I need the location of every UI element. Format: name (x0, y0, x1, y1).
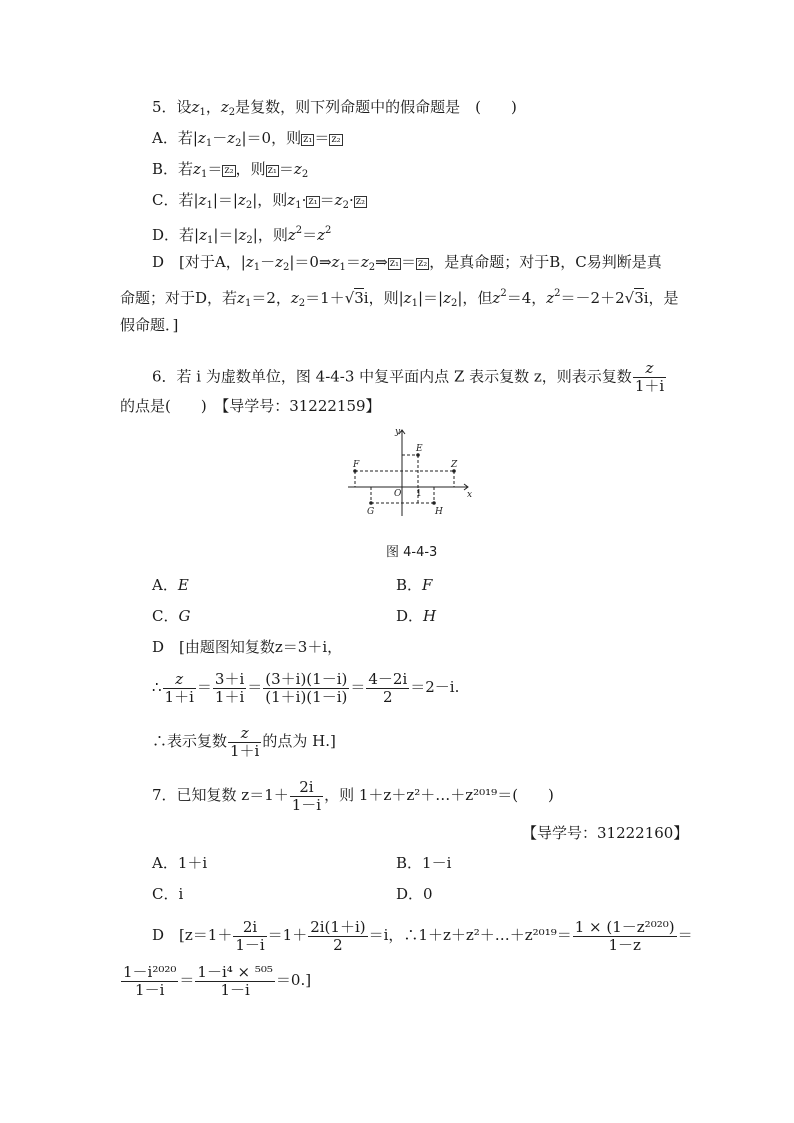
q6-stem-line2: 的点是( ) 【导学号：31222159】 (120, 397, 381, 415)
q7-option-a: A．1＋i (152, 854, 208, 872)
point-h (432, 501, 436, 505)
q7-option-b: B．1－i (396, 854, 452, 872)
q5-answer-line2: 命题；对于D，若$z_1=2$，$z_2=1+√3i$，则$|z_1|=|z_2|$，但$z^2=4$，$z^2=-2+2√3i$，是 (120, 288, 679, 309)
q5-option-d: D．若$|z_1|=|z_2|$，则$z^2=z^2$ (152, 225, 332, 246)
x-axis-label: x (467, 490, 473, 500)
q5-option-a: A．若$|z_1-z_2|=0$，则 z₁ ＝ z₂ (152, 129, 341, 149)
label-e: E (416, 444, 423, 454)
label-h: H (435, 507, 443, 517)
q6-stem: 6．若 i 为虚数单位，图 4-4-3 中复平面内点 Z 表示复数 z，则表示复数 $\frac{z}{1+i}$ (152, 359, 665, 395)
q5-stem: 5．设$z_1$，$z_2$是复数，则下列命题中的假命题是 ( ) (152, 98, 517, 118)
complex-plane-figure (344, 424, 476, 520)
q5-answer-line1: D [对于A，$|z_1-z_2|=0\Rightarrow z_1=z_2\Rightarrow$ z₁ ＝ z₂ ，是真命题；对于B，C易判断是真 (152, 253, 662, 273)
q6-answer-conclusion: ∴表示复数 $\frac{z}{1+i}$ 的点为 H.] (152, 723, 336, 760)
q7-answer-line1: D [z＝1＋ $\frac{2i}{1-i}$ ＝1＋ $\frac{2i(1+i)}{2}$ ＝i，∴1＋z＋z²＋…＋z²⁰¹⁹＝ $\frac{\text{1 × (1－z²⁰²⁰)}}{1-z}$ ＝ (152, 917, 693, 954)
q6-option-a: A．E (152, 576, 189, 594)
q6-option-b: B．F (396, 576, 433, 594)
q6-answer-line1: D [由题图知复数z＝3＋i， (152, 638, 343, 656)
tick-label-one: 1 (416, 489, 422, 499)
q6-answer-equation: ∴ $\frac{z}{1+i}$ ＝ $\frac{3+i}{1+i}$ ＝ $\frac{(3+i)(1-i)}{(1+i)(1-i)}$ ＝ $\frac{4-2i}{2}$ ＝2－i. (152, 669, 460, 706)
point-g (369, 501, 373, 505)
q7-code: 【导学号：31222160】 (522, 824, 689, 842)
q5-option-b: B．若$z_1= z_2$ ，则 $z_1 =z_2$ (152, 160, 309, 180)
q6-option-c: C．G (152, 607, 191, 625)
y-axis-label: y (395, 427, 401, 437)
q5-option-c: C．若$|z_1|=|z_2|$，则$z_1\cdot z_1 =z_2\cdot z_2$ (152, 191, 365, 211)
q6-stem-fraction: $\frac{z}{1+i}$ (634, 359, 665, 395)
label-g: G (367, 507, 375, 517)
q7-option-c: C．i (152, 885, 184, 903)
label-z: Z (451, 460, 458, 470)
label-f: F (353, 460, 360, 470)
q5-answer-line3: 假命题．] (120, 316, 179, 334)
origin-label: O (394, 489, 402, 499)
q6-option-d: D．H (396, 607, 437, 625)
q7-stem: 7．已知复数 z＝1＋ $\frac{2i}{1-i}$ ，则 1＋z＋z²＋…＋z²⁰¹⁹＝( ) (152, 777, 554, 814)
guide-lines (355, 455, 454, 503)
q7-answer-line2: $\frac{\text{1－i²⁰²⁰}}{1-i}$ ＝ $\frac{\text{1－i⁴ × ⁵⁰⁵}}{1-i}$ ＝0.] (123, 962, 312, 999)
figure-caption: 图 4-4-3 (386, 545, 438, 560)
q7-option-d: D．0 (396, 885, 433, 903)
